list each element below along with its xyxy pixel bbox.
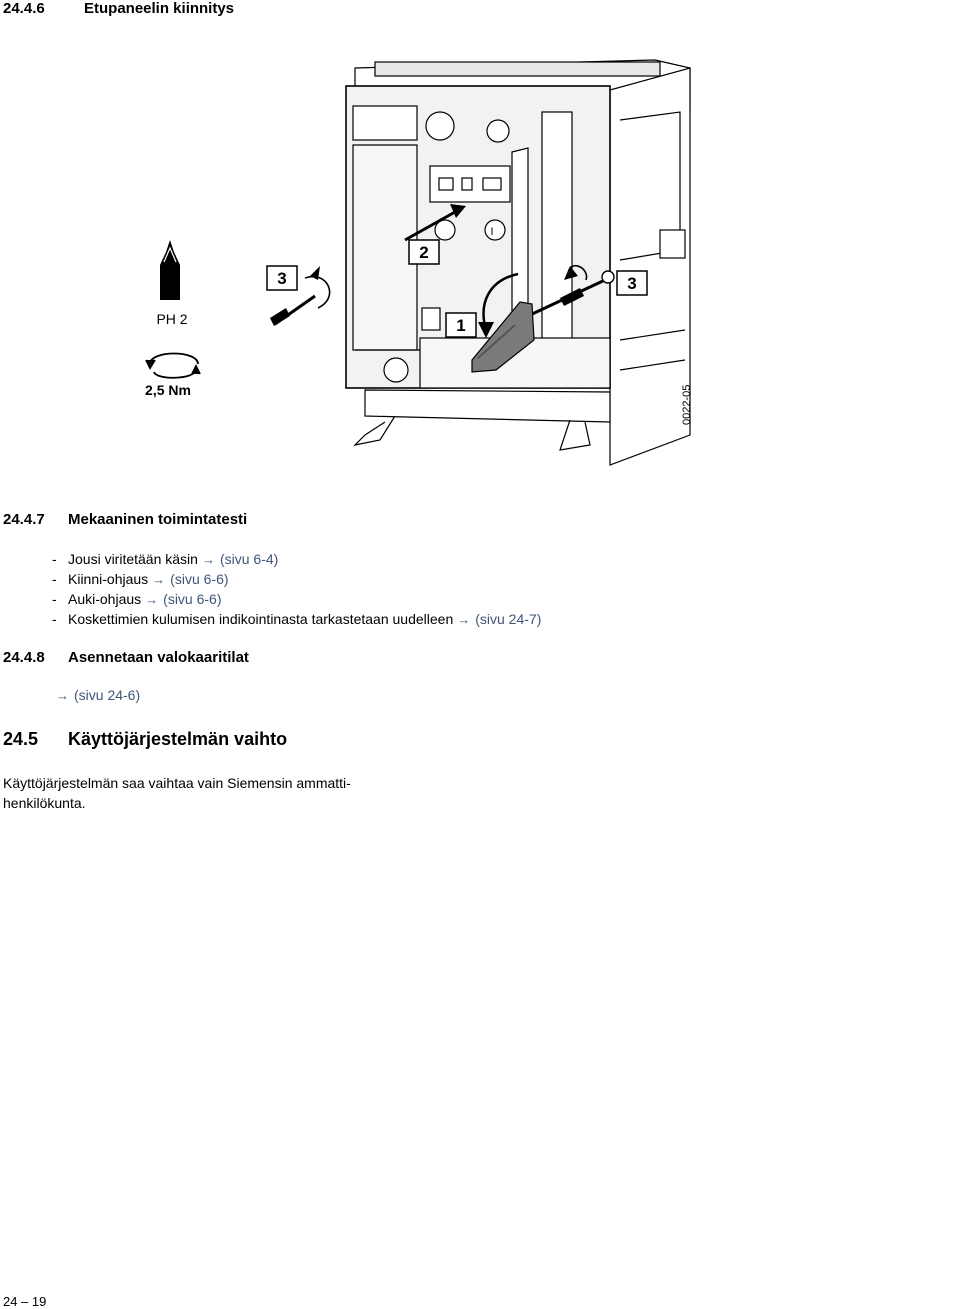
panel-left-column: [353, 145, 417, 350]
bit-symbol: [160, 240, 180, 300]
side-plug: [660, 230, 685, 258]
terminal-strip: [375, 62, 660, 76]
right-foot: [560, 420, 590, 450]
section-number: 24.4.8: [3, 649, 45, 666]
body-line: Käyttöjärjestelmän saa vaihtaa vain Siemensin ammatti-: [3, 775, 351, 791]
test-list: [52, 549, 541, 629]
section-title: Asennetaan valokaaritilat: [68, 649, 249, 666]
page-number: 24 – 19: [3, 1294, 47, 1309]
panel-button-left: [426, 112, 454, 140]
reference-line: [56, 687, 140, 703]
body-paragraph: [3, 773, 351, 813]
key-lock: [422, 308, 440, 330]
panel-window-top-left: [353, 106, 417, 140]
arrow-right-icon: →: [201, 552, 215, 567]
left-foot: [355, 416, 395, 445]
section-title: Etupaneelin kiinnitys: [84, 0, 235, 17]
list-item-text: Auki-ohjaus: [68, 591, 142, 607]
list-dash: -: [52, 551, 57, 567]
page-reference-link[interactable]: (sivu 24-7): [475, 611, 542, 627]
list-item: [52, 609, 541, 629]
list-item-text: Jousi viritetään käsin: [68, 551, 198, 567]
list-item: [52, 569, 541, 589]
base-plate: [365, 390, 610, 422]
page-reference-link[interactable]: (sivu 6-4): [219, 551, 279, 567]
page-reference-link[interactable]: (sivu 24-6): [74, 687, 141, 703]
section-number: 24.4.7: [3, 511, 45, 528]
panel-bottom-button: [384, 358, 408, 382]
front-panel-figure: [145, 40, 700, 470]
section-number: 24.4.6: [3, 0, 45, 17]
page-reference-link[interactable]: (sivu 6-6): [170, 571, 229, 587]
list-item: [52, 549, 541, 569]
step-label-3-left: 3: [277, 269, 287, 288]
page-reference-link[interactable]: (sivu 6-6): [163, 591, 222, 607]
step-label-1: 1: [456, 316, 466, 335]
torque-label: 2,5 Nm: [145, 382, 191, 398]
tool-label: PH 2: [156, 311, 188, 327]
drawing-id: 0022-05: [681, 384, 693, 425]
section-title: Mekaaninen toimintatesti: [68, 511, 248, 528]
step-label-3-right: 3: [627, 274, 637, 293]
list-item: [52, 589, 541, 609]
list-dash: -: [52, 591, 57, 607]
panel-right-column: [542, 112, 572, 362]
on-button: [485, 220, 505, 240]
arrow-right-icon: →: [56, 688, 69, 703]
body-line: henkilökunta.: [3, 795, 86, 811]
list-dash: -: [52, 571, 57, 587]
switch-mark: I: [490, 226, 494, 238]
section-number: 24.5: [3, 729, 39, 749]
front-panel-illustration: [145, 40, 700, 470]
section-title: Käyttöjärjestelmän vaihto: [68, 729, 288, 749]
list-item-text: Kiinni-ohjaus: [68, 571, 149, 587]
arrow-right-icon: →: [152, 572, 166, 587]
arrow-right-icon: →: [457, 612, 471, 627]
step-label-2: 2: [419, 243, 429, 262]
side-housing: [610, 68, 690, 465]
torque-icon: [146, 354, 200, 378]
list-item-text: Koskettimien kulumisen indikointinasta tarkastetaan uudelleen: [68, 611, 454, 627]
list-dash: -: [52, 611, 57, 627]
panel-button-right: [487, 120, 509, 142]
arrow-right-icon: →: [145, 592, 159, 607]
